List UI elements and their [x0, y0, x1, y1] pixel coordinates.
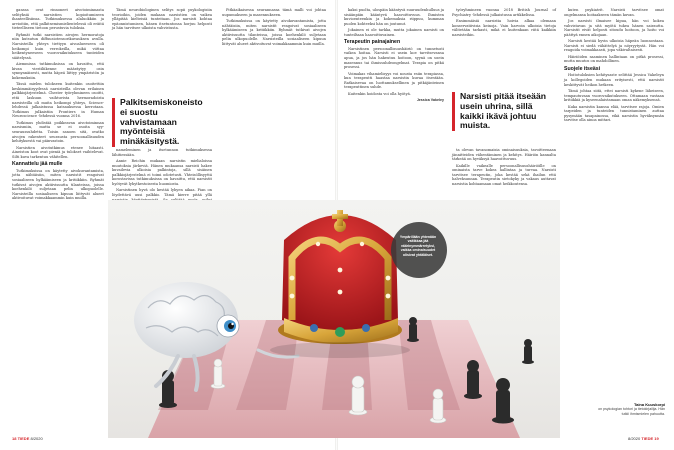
paragraph: Narsisti kestää hyvin ulkoisia häpeän luonnostaan. Narsisti ei siedä vähättelyä ja nöyryytystä. Hän voi reagoida voimakkaasti, jopa väkivaltaisesti.: [564, 39, 664, 53]
author-box: [593, 403, 665, 416]
paragraph: kuten psykiatrit. Narsisti tarvitsee omat ongelmansa hoitaakseen tämän kuvan.: [564, 8, 664, 17]
paragraph: ganssa ovat rinnoneet aivotoiminnasta selityksiä narsistien kopioitumiseen ihanteellisiinsa. Tutkimuksessa alaluokkiin ja arvioitiin, että palkitsemismielientelessä oli eräitä tieteelliseen tietoon perustuvia tuloksia.: [12, 8, 104, 31]
folio-left: [12, 436, 43, 441]
paragraph: Aiemmissa tutkimuksissa on havaittu, että kivan viestiliikenne määräytyy osin synnynnäisesti, mutta häpeä liittyy ympäristön ja kokemuksiin.: [12, 62, 104, 80]
paragraph: Annie Reichin mukaan narsistin mielialoissa muutoksia järkeviä. Hänen mukaansa narsisti hakee kuvailevia ulkoisia palkintoja, sillä sisäinen palkkiojärjestelmä ei toimi odotetusti. Yhteisöllisyyttä korostavissa tutkimuksissa on havaittu, että narsistit hyötyvät lyhytkestoisesta huomiosta.: [112, 158, 212, 186]
paragraph: Tutkimus yhdistää poikkeavan aivotoiminnan narsismiin, mutta se ei osoita syy-seuraussuhdetta. Toisin sanoen sitä, ovatko aivojen rakenteet seurausta persoonallisuuden kehityksestä vai päinvastoin.: [12, 120, 104, 144]
magazine-name-right: TIEDE: [641, 436, 654, 441]
article-column-6: [564, 8, 664, 125]
article-column-4: [344, 8, 444, 105]
paragraph: Tämä neurobiologinen selitys sopii psykologisiin teorioihin, joiden mukaan narsistien on vaikea ylläpitää kielteisiä tunteitaan. Jos narsisti kohtaa epäonnistumisen, hänen itsetuntonsa horjuu helposti ja hän tarvitsee ulkoista vahvistusta.: [112, 8, 212, 31]
article-column-5: [452, 8, 556, 39]
paragraph: Pitkäaikaisessa seurannassa tämä malli voi johtaa uupumukseen ja masennukseen.: [222, 8, 326, 17]
paragraph: työryhmineen vuonna 2018 British Journal of Psychiatry -lehdessä julkaistussa artikkelissa.: [452, 8, 556, 17]
article-column-5-continued: [452, 148, 556, 188]
pull-quote: Palkitsemiskoneisto ei suostu vahvistamaan myönteisiä minäkäsitystä.: [112, 98, 212, 147]
paragraph: nameleminen ja itsetunnon tutkimuksessa lähitiessään.: [112, 148, 212, 157]
pull-quote: Narsisti pitää itseään usein uhrina, sillä kaikki ikävä johtuu muista.: [452, 92, 556, 131]
paragraph: Hoitotuloksien kehitysaste selittää Jessica Vakeleyn ja kollegoiden mukaan erityisesti, että narsistit keskittyvät heikon hetkeen.: [564, 73, 664, 87]
paragraph: Narsistien aivotutkimus etenee hitaasti. Aineiston koot ovat pieniä ja tulokset vaihtelevat. Silti kuva tarkentuu vähitellen.: [12, 145, 104, 159]
article-column-1: [12, 8, 104, 203]
paragraph: Ryhmät tutki narsistien aivojen hermoratoja niin kutsutun diffuusiotensorikuvauksen avulla. Narsisteilla yhteys tiettyyn aivoalueeseen oli heikompi kuin verrokeilla, mikä viittaa heikentyneeseen vuorovaikutukseen tunteiden säätelyssä.: [12, 32, 104, 60]
magazine-name-left: TIEDE: [17, 436, 30, 441]
page-number-left: 18: [12, 436, 17, 441]
paragraph: Häiriöiden saaminen hallintaan on pitkä prosessi, mutta muutos on mahdollinen.: [564, 54, 664, 64]
hero-illustration: [108, 200, 560, 438]
paragraph: Tämä johtaa siitä, ettei narsisti kykene läheiseen, tempautuvaan vuorovaikutukseen. Ottamaan vastaan kritiikkiä ja kyseenalaistamaan oman näkemyksensä.: [564, 89, 664, 103]
author-name: Taina Kuuskorpi: [633, 402, 665, 407]
page-number-right: 19: [654, 436, 659, 441]
crown-brain-chess-illustration: [108, 200, 560, 438]
issue-right: 8/2020: [628, 436, 641, 441]
paragraph: Tutkimuksissa on käytetty aivokuvantamista, jotta nähtäisiin, miten narsistit reagoivat sosiaaliseen hylkäämiseen ja kritiikkiin. Ryhmät tutkivat aivojen aktiivisuutta tilanteissa, joissa koehenkilö suljetaan pelin ulkopuolelle. Narsisteilla sosiaaliseen kipuun liittyvät alueet aktivoituvat voimakkaammin kuin muilla.: [12, 168, 104, 201]
author-role: on psykologian tohtori ja tietokirjailija. Hän tutkii ihmismielen pahuutta.: [598, 407, 665, 416]
folio-right: [628, 436, 659, 441]
paragraph: Narsistinen hyvä olo kestää lyhyen aikaa. Pian on löydettävä uusi palkkio. Tämä kierre pitää yllä: [112, 188, 212, 197]
article-column-2: [112, 8, 212, 33]
royal-crown: [278, 210, 402, 344]
quote-byline: Jessica Vakeley: [416, 98, 444, 103]
paragraph: Kuitenkin hoidosta voi olla hyötyä.: [348, 91, 411, 96]
section-heading: Suojele itseäsi: [564, 65, 601, 72]
paragraph: Kaikille vaikealle persoonallisuushäiriöille on ominaista tarve kokea hallintaa ja turvaa. Narsisti tarvitsee terapeutin, joka kestää sekä ihailun että halveksunnan. Terapeutin sietokyky ja vakaus auttavat narsistia kohtaamaan omat heikkoutensa.: [452, 163, 556, 186]
article-column-3: [222, 8, 326, 48]
paragraph: ta olevan tavanomaisia ominaisuuksia, tavoitteenaan jännitteiden vähentäminen ja kehitys. Häiriön kannalta tärkeää on hyväksyä haavoittuvuus.: [452, 148, 556, 162]
paragraph: Jokainen ei ole tarkka, mutta jokainen narsisti on tunteiltaan haavoittuvainen.: [344, 28, 444, 37]
image-caption: Ympärillään yhtenään valtikkaa jää väärinymmärretyksi, vaikka ominaisuudet olisivat yhtäläiset.: [399, 235, 437, 257]
paragraph: kaksi puolta, ulospäin kääntyvä suuruudenhulluus ja sisäänpäin kääntyvä haavoittuvuus. Ihmisten kuvioenteenkin ja kokemuksia riippuu, kumman puolen kohteeksi hän on joutunut.: [344, 8, 444, 26]
paragraph: Ensimmäisiä narsistia hoivia alkaa olemaan konservatiivisia keinoja. Vain harvoin ulkoisia tietoja välitetään tarkasti, mikä ei kuitenkaan riitä kaikkiin narsisteihin.: [452, 18, 556, 37]
paragraph: Tutkimuksissa on käytetty aivokuvantamista, jotta nähtäisiin, miten narsistit reagoivat sosiaaliseen hylkäämiseen ja kritiikkiin. Ryhmät tutkivat aivojen aktiivisuutta tilanteissa, joissa koehenkilö suljetaan pelin ulkopuolelle. Narsisteilla sosiaaliseen kipuun liittyvät alueet aktivoituvat voimakkaammin kuin muilla.: [222, 18, 326, 46]
paragraph: Jos narsisti ilmaisee kipua, hän voi kokea vahvistavan ja sitä myötä tukea hänen sairautta. Narsistit eivät helposti sitoudu hoitoon, ja hoito voi päättyä ennen aikojaan.: [564, 18, 664, 37]
paragraph: Voimakas vihamielisyys voi nousta esiin terapiassa, kun terapeutti haastaa narsistin kuvaa itsestään. Ratkaisevaa on luottamuksellinen ja pitkäjänteinen terapeuttinen suhde.: [344, 71, 444, 90]
paragraph: Kuka narsistin kanssa elää, tarvitsee rajoja. Omien tarpeiden ja tunteiden tunnistaminen auttaa pysymään tasapainossa, eikä narsistin hyväksynnän tarvitse olla ainoa mittari.: [564, 104, 664, 123]
section-heading: Kannattelu jää mulle: [12, 161, 63, 168]
issue-left: 8/2020: [30, 436, 43, 441]
paragraph: Tässä mielen tulokseen kuitenkin osoitettiin keskimmäisyydessä narsisteilla olevan erilainen palkkiojärjestelmä. Chester työryhmineen osoitti, että laskuun vaihtuvista hermoradoista narsisteilla oli muita heikompi yhteys, Science-lehdessä julkaistussa katsauksessa kerrotaan. Tutkimus julkaistiin Frontiers in Human Neuroscience -lehdessä vuonna 2016.: [12, 82, 104, 119]
section-heading: Terapeutin painajainen: [344, 39, 401, 46]
paragraph: Narsistinen persoonallisuushäiriö on tunnetusti vaikea hoitaa. Narsisti ei usein koe tarvitsevansa apua, ja jos hän hakeutuu hoitoon, syynä on usein masennus tai ihmissuhdeongelmat. Terapia on pitkä prosessi.: [344, 46, 444, 70]
